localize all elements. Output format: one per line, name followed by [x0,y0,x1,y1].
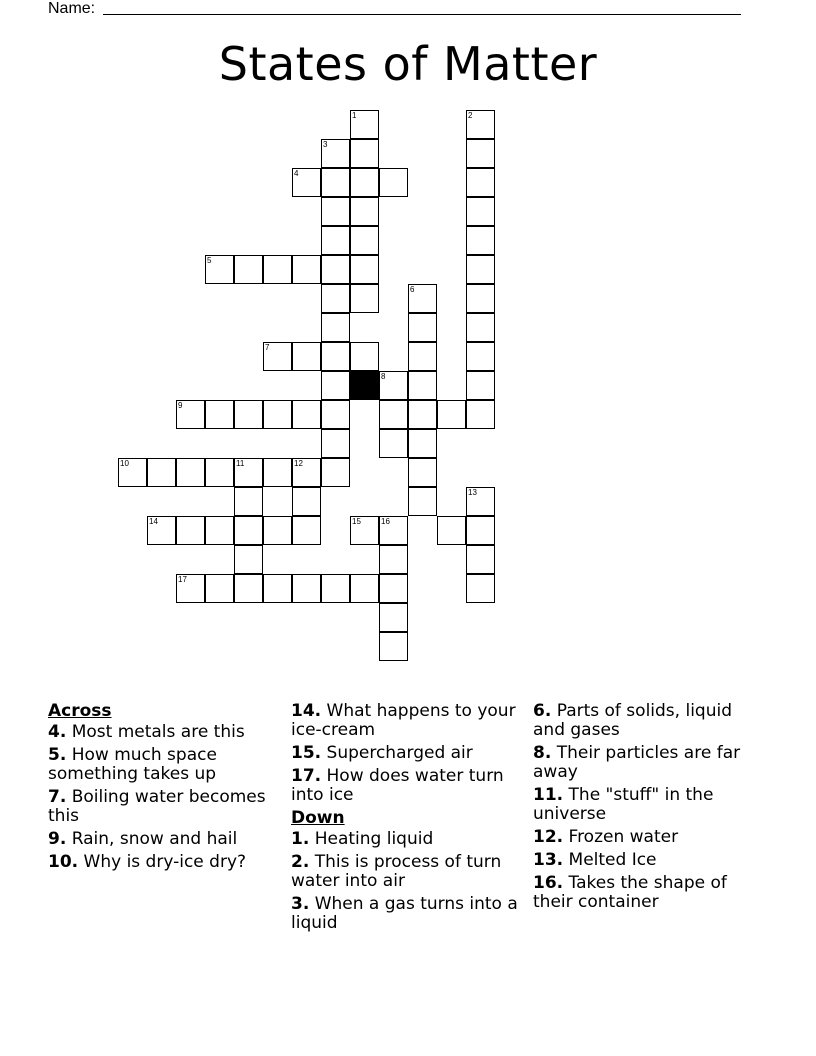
clue-number-label: 5. [48,745,67,765]
grid-cell[interactable] [437,400,466,429]
clue-item [48,723,283,742]
grid-cell[interactable] [321,458,350,487]
grid-cell[interactable] [292,574,321,603]
clue-text: Supercharged air [321,743,473,763]
name-label: Name: [48,0,96,17]
grid-cell[interactable] [408,429,437,458]
clue-number-label: 15. [291,743,322,763]
grid-cell[interactable] [205,574,234,603]
grid-cell[interactable] [350,197,379,226]
grid-cell[interactable] [234,545,263,574]
grid-cell[interactable] [205,255,234,284]
grid-cell[interactable] [321,574,350,603]
clue-item [533,851,768,870]
grid-cell[interactable] [263,342,292,371]
grid-cell[interactable] [321,197,350,226]
grid-cell[interactable] [147,458,176,487]
grid-cell[interactable] [466,516,495,545]
clue-number-label: 1. [291,829,310,849]
clue-item [291,767,526,805]
grid-cell[interactable] [176,458,205,487]
clue-item [48,788,283,826]
grid-cell[interactable] [350,284,379,313]
clue-item [291,702,526,740]
clue-text: The "stuff" in the universe [533,785,714,824]
clue-number-label: 11. [533,785,564,805]
grid-cell[interactable] [321,400,350,429]
grid-cell[interactable] [466,139,495,168]
clue-number-label: 4. [48,722,67,742]
grid-cell[interactable] [379,168,408,197]
grid-cell[interactable] [234,574,263,603]
grid-cell[interactable] [263,400,292,429]
grid-cell[interactable] [466,168,495,197]
grid-cell[interactable] [379,371,408,400]
grid-cell[interactable] [379,545,408,574]
grid-cell[interactable] [234,400,263,429]
clue-item [533,874,768,912]
clue-item [291,853,526,891]
clue-number: 5 [207,256,212,265]
clue-item [48,853,283,872]
grid-cell[interactable] [350,226,379,255]
clue-number: 13 [468,488,477,497]
grid-cell[interactable] [321,284,350,313]
clue-text: Boiling water becomes this [48,787,266,826]
grid-cell[interactable] [263,255,292,284]
clue-number-label: 7. [48,787,67,807]
grid-cell[interactable] [292,168,321,197]
grid-cell[interactable] [147,516,176,545]
grid-cell[interactable] [466,545,495,574]
grid-cell[interactable] [466,197,495,226]
clue-text: What happens to your ice-cream [291,701,516,740]
clue-number: 7 [265,343,270,352]
clue-number: 6 [410,285,415,294]
clue-number: 3 [323,140,328,149]
clue-text: How does water turn into ice [291,766,504,805]
clue-number: 15 [352,517,361,526]
grid-cell[interactable] [379,603,408,632]
grid-cell[interactable] [321,429,350,458]
grid-cell[interactable] [321,371,350,400]
clue-text: Melted Ice [563,850,657,870]
grid-cell[interactable] [408,458,437,487]
clue-number: 17 [178,575,187,584]
grid-cell[interactable] [350,516,379,545]
grid-cell[interactable] [350,342,379,371]
grid-cell[interactable] [408,487,437,516]
grid-cell[interactable] [205,458,234,487]
clue-column-3 [533,702,768,916]
grid-cell[interactable] [321,342,350,371]
clue-text: Takes the shape of their container [533,873,727,912]
clue-text: Their particles are far away [533,743,741,782]
grid-cell[interactable] [176,574,205,603]
grid-cell[interactable] [292,255,321,284]
grid-cell[interactable] [408,400,437,429]
grid-cell[interactable] [234,255,263,284]
grid-cell[interactable] [292,400,321,429]
grid-cell[interactable] [466,342,495,371]
clue-number: 9 [178,401,183,410]
grid-cell[interactable] [321,139,350,168]
grid-cell[interactable] [321,226,350,255]
clue-number: 10 [120,459,129,468]
grid-cell[interactable] [408,313,437,342]
clue-text: Parts of solids, liquid and gases [533,701,732,740]
clue-item [291,895,526,933]
clue-text: When a gas turns into a liquid [291,894,518,933]
grid-cell[interactable] [379,400,408,429]
grid-cell[interactable] [292,458,321,487]
grid-cell[interactable] [408,371,437,400]
grid-cell[interactable] [466,284,495,313]
grid-cell[interactable] [408,342,437,371]
clue-number-label: 16. [533,873,564,893]
clue-number-label: 13. [533,850,564,870]
grid-cell[interactable] [350,574,379,603]
grid-cell[interactable] [234,487,263,516]
grid-cell[interactable] [437,516,466,545]
grid-cell[interactable] [379,429,408,458]
grid-cell[interactable] [234,516,263,545]
grid-cell[interactable] [350,255,379,284]
grid-cell[interactable] [466,255,495,284]
clue-number-label: 8. [533,743,552,763]
grid-cell[interactable] [292,516,321,545]
black-cell [350,371,379,400]
clue-text: Frozen water [563,827,679,847]
grid-cell[interactable] [321,255,350,284]
grid-cell[interactable] [466,574,495,603]
clue-text: Heating liquid [309,829,434,849]
grid-cell[interactable] [350,139,379,168]
clue-number: 2 [468,111,473,120]
clue-text: Most metals are this [66,722,245,742]
clue-number: 1 [352,111,357,120]
grid-cell[interactable] [176,516,205,545]
grid-cell[interactable] [263,458,292,487]
clue-item [533,786,768,824]
grid-cell[interactable] [205,516,234,545]
grid-cell[interactable] [176,400,205,429]
clue-item [533,702,768,740]
grid-cell[interactable] [205,400,234,429]
grid-cell[interactable] [379,574,408,603]
clue-number-label: 12. [533,827,564,847]
grid-cell[interactable] [466,487,495,516]
grid-cell[interactable] [118,458,147,487]
clue-item [533,828,768,847]
clue-number: 12 [294,459,303,468]
clue-text: Why is dry-ice dry? [78,852,247,872]
clue-number-label: 2. [291,852,310,872]
grid-cell[interactable] [263,574,292,603]
clue-number: 14 [149,517,158,526]
grid-cell[interactable] [408,284,437,313]
clue-text: How much space something takes up [48,745,217,784]
clue-item [48,830,283,849]
clue-text: Rain, snow and hail [66,829,238,849]
grid-cell[interactable] [234,458,263,487]
grid-cell[interactable] [321,313,350,342]
clue-number-label: 17. [291,766,322,786]
clue-number: 16 [381,517,390,526]
grid-cell[interactable] [292,342,321,371]
grid-cell[interactable] [466,400,495,429]
grid-cell[interactable] [292,487,321,516]
clue-column-2 [291,702,526,937]
grid-cell[interactable] [350,110,379,139]
grid-cell[interactable] [466,371,495,400]
clue-item [533,744,768,782]
clue-number: 11 [236,459,245,468]
grid-cell[interactable] [466,110,495,139]
clue-number-label: 14. [291,701,322,721]
across-heading: Across [48,701,112,721]
grid-cell[interactable] [379,632,408,661]
grid-cell[interactable] [321,168,350,197]
clue-number-label: 10. [48,852,79,872]
grid-cell[interactable] [350,168,379,197]
clue-item [291,830,526,849]
clue-column-1 [48,702,283,876]
grid-cell[interactable] [466,313,495,342]
clue-number: 4 [294,169,299,178]
page-title: States of Matter [218,37,598,91]
clue-number-label: 9. [48,829,67,849]
grid-cell[interactable] [379,516,408,545]
clue-number-label: 6. [533,701,552,721]
clue-item [48,746,283,784]
clue-item [291,744,526,763]
grid-cell[interactable] [466,226,495,255]
down-heading: Down [291,808,345,828]
clue-number-label: 3. [291,894,310,914]
grid-cell[interactable] [263,516,292,545]
clue-text: This is process of turn water into air [291,852,502,891]
clue-number: 8 [381,372,386,381]
